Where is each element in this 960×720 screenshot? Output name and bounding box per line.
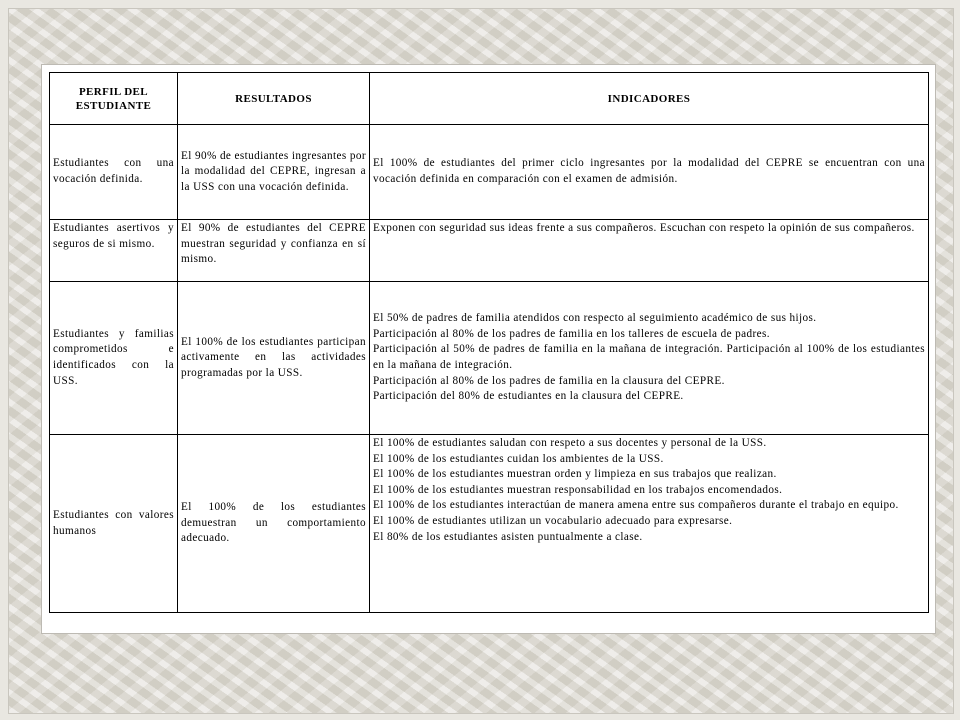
indicator-line: Participación al 80% de los padres de familia en los talleres de escuela de padres. <box>373 327 770 340</box>
header-perfil: PERFIL DEL ESTUDIANTE <box>50 73 178 125</box>
indicator-line: El 80% de los estudiantes asisten puntualmente a clase. <box>373 530 643 543</box>
cell-indicadores <box>370 282 929 435</box>
cell-perfil: Estudiantes asertivos y seguros de si mismo. <box>50 220 178 282</box>
table-row <box>50 220 929 282</box>
indicator-line: El 100% de los estudiantes cuidan los ambientes de la USS. <box>373 452 664 465</box>
indicator-line: El 100% de estudiantes del primer ciclo ingresantes por la modalidad del CEPRE se encuentran con una vocación definida en comparación con el examen de admisión. <box>373 157 925 185</box>
cell-perfil: Estudiantes y familias comprometidos e identificados con la USS. <box>50 282 178 435</box>
indicator-line: El 100% de estudiantes saludan con respeto a sus docentes y personal de la USS. <box>373 437 767 449</box>
table-header-row <box>50 73 929 125</box>
cell-perfil: Estudiantes con valores humanos <box>50 435 178 613</box>
table-row <box>50 125 929 220</box>
slide-background <box>8 8 954 714</box>
cell-resultados: El 90% de estudiantes del CEPRE muestran seguridad y confianza en sí mismo. <box>178 220 370 282</box>
indicator-line: Participación al 50% de padres de familia en la mañana de integración. Participación al 100% de los estudiantes en la mañana de integración. <box>373 343 925 371</box>
table-row <box>50 435 929 613</box>
cell-indicadores <box>370 125 929 220</box>
cell-indicadores <box>370 220 929 282</box>
document-sheet <box>42 65 935 633</box>
indicator-line: El 50% de padres de familia atendidos con respecto al seguimiento académico de sus hijos. <box>373 312 817 325</box>
indicator-line: Exponen con seguridad sus ideas frente a sus compañeros. Escuchan con respeto la opinión de sus compañeros. <box>373 222 915 234</box>
cell-perfil: Estudiantes con una vocación definida. <box>50 125 178 220</box>
cell-resultados: El 100% de los estudiantes participan activamente en las actividades programadas por la USS. <box>178 282 370 435</box>
cell-resultados: El 100% de los estudiantes demuestran un comportamiento adecuado. <box>178 435 370 613</box>
header-indicadores: INDICADORES <box>370 73 929 125</box>
indicator-line: Participación del 80% de estudiantes en la clausura del CEPRE. <box>373 390 684 403</box>
indicator-line: El 100% de los estudiantes muestran responsabilidad en los trabajos encomendados. <box>373 483 783 496</box>
cell-resultados: El 90% de estudiantes ingresantes por la modalidad del CEPRE, ingresan a la USS con una vocación definida. <box>178 125 370 220</box>
indicator-line: El 100% de los estudiantes interactúan de manera amena entre sus compañeros durante el trabajo en equipo. <box>373 499 899 512</box>
table-row <box>50 282 929 435</box>
header-resultados: RESULTADOS <box>178 73 370 125</box>
profile-table <box>49 72 929 613</box>
indicator-line: Participación al 80% de los padres de familia en la clausura del CEPRE. <box>373 374 725 387</box>
indicator-line: El 100% de los estudiantes muestran orden y limpieza en sus trabajos que realizan. <box>373 468 777 481</box>
cell-indicadores <box>370 435 929 613</box>
indicator-line: El 100% de estudiantes utilizan un vocabulario adecuado para expresarse. <box>373 514 733 527</box>
